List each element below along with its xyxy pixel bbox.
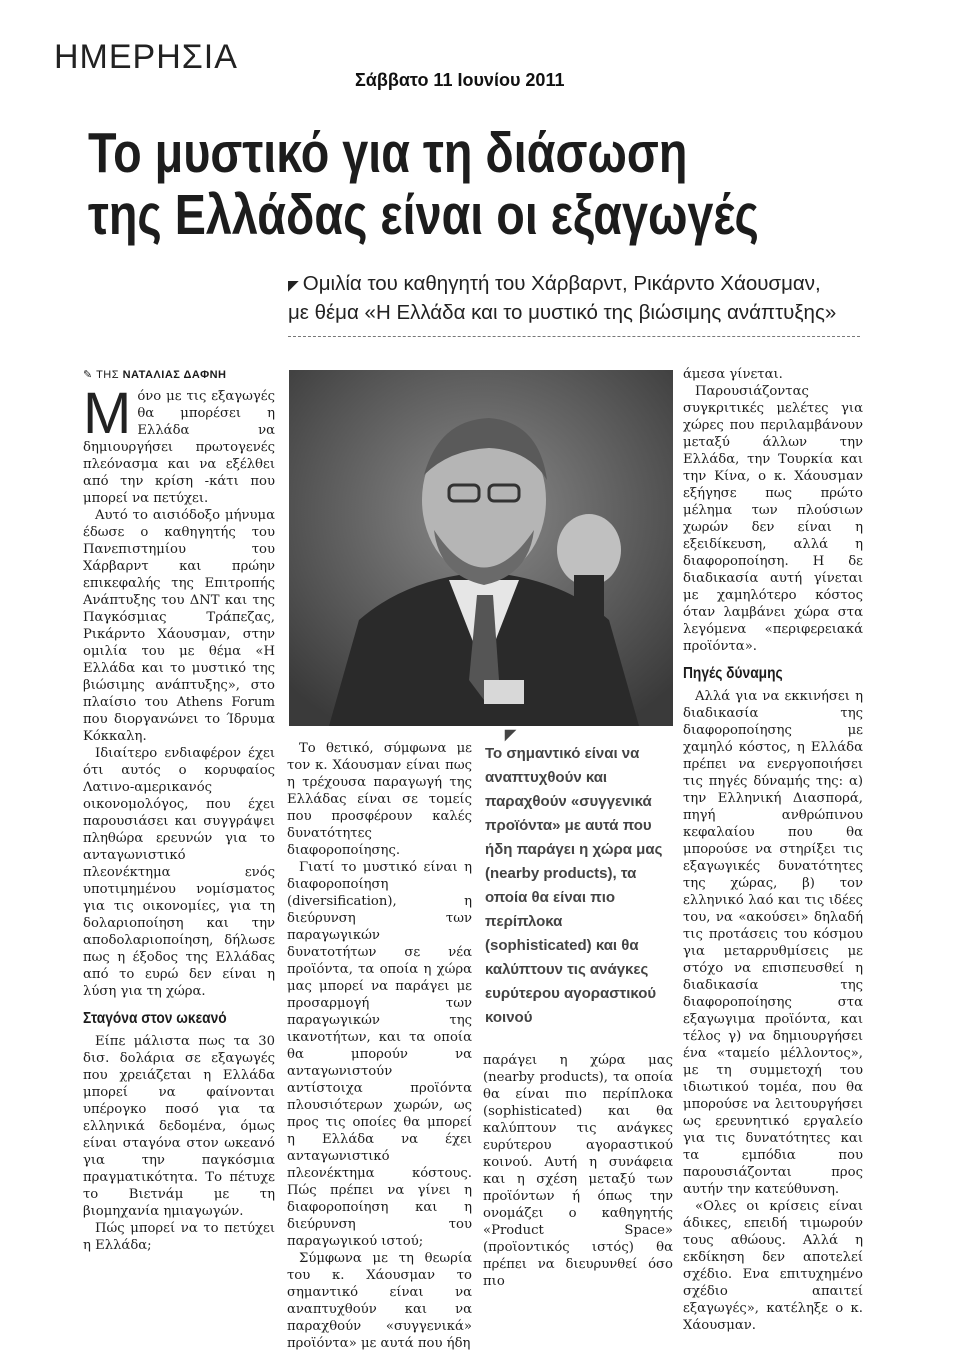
section-subhead: Πηγές δύναμης — [683, 665, 783, 682]
headline-line-1: Το μυστικό για τη διάσωση — [88, 121, 688, 185]
speaker-photo — [289, 370, 673, 726]
subheadline-line-2: με θέμα «Η Ελλάδα και το μυστικό της βιώσιμης ανάπτυξης» — [288, 301, 837, 324]
headline-line-2: της Ελλάδας είναι οι εξαγωγές — [88, 183, 759, 247]
newspaper-masthead: ΗΜΕΡΗΣΙΑ — [54, 38, 238, 76]
byline-prefix: ΤΗΣ — [96, 369, 120, 381]
paragraph: Αυτό το αισιόδοξο μήνυμα έδωσε ο καθηγητής του Πανεπιστημίου του Χάρβαρντ και πρώην επικεφαλής της Επιτροπής Ανάπτυξης του ΔΝΤ και της Παγκόσμιας Τράπεζας, Ρικάρντο Χάουσμαν, στην ομιλία του με θέμα «Η Ελλάδα και το μυστικό της βιώσιμης ανάπτυξης», στο πλαίσιο του Athens Forum που διοργανώνει το Ίδρυμα Κόκκαλη. — [83, 508, 275, 744]
article-headline — [88, 121, 759, 247]
paragraph: Γιατί το μυστικό είναι η διαφοροποίηση (diversification), η διεύρυνση των παραγωγικών δυνατοτήτων σε νέα προϊόντα, τα οποία η χώρα μας μπορεί να παράγει με προσαρμογή των παραγωγικών της ικανοτήτων, και τα οποία θα μπορούν να ανταγωνιστούν αντίστοιχα προϊόντα πλουσιότερων χωρών, ως προς τις οποίες θα μπορεί η Ελλάδα να έχει ανταγωνιστικό πλεονέκτημα κόστους. Πώς πρέπει να γίνει η διαφοροποίηση και η διεύρυνση του παραγωγικού ιστού; — [287, 860, 472, 1249]
triangle-marker-icon: ◤ — [288, 277, 299, 293]
drop-cap: Μ — [83, 381, 132, 446]
paragraph: Σύμφωνα με τη θεωρία του κ. Χάουσμαν το σημαντικό είναι να αναπτυχθούν και να παραχθούν «συγγενικά» προϊόντα» με αυτά που ήδη — [287, 1251, 472, 1351]
paragraph: Παρουσιάζοντας συγκριτικές μελέτες για χώρες που περιλαμβάνουν μεταξύ άλλων την Ελλάδα, την Τουρκία και την Κίνα, ο κ. Χάουσμαν εξήγησε πως πρώτο μέλημα των πλούσιων χωρών δεν είναι η εξειδίκευση, αλλά η διαφοροποίηση. Η δε διαδικασία αυτή γίνεται με χαμηλότερο κόστος όταν λαμβάνει χώρα στα λεγόμενα «περιφερειακά προϊόντα». — [683, 384, 863, 654]
byline — [83, 368, 227, 381]
column-1 — [83, 381, 275, 1254]
byline-author: ΝΑΤΑΛΙΑΣ ΔΑΦΝΗ — [122, 369, 227, 381]
paragraph: Είπε μάλιστα πως τα 30 δισ. δολάρια σε εξαγωγές που χρειάζεται η Ελλάδα μπορεί να φαίνονται υπέρογκο ποσό για τα ελληνικά δεδομένα, όμως είναι σταγόνα στον ωκεανό για την παγκόσμια πραγματικότητα. Το πέτυχε το Βιετνάμ με τη βιομηχανία ημιαγωγών. — [83, 1034, 275, 1219]
section-subhead: Σταγόνα στον ωκεανό — [83, 1010, 227, 1027]
paragraph: Αλλά για να εκκινήσει η διαδικασία της διαφοροποίησης με χαμηλό κόστος, η Ελλάδα πρέπει να ενεργοποιήσει τις πηγές δύναμής της: α) την Ελληνική Διασπορά, πηγή ανθρώπινου κεφαλαίου που θα μπορούσε να στηρίξει τις εξαγωγικές δυνατότητες της χώρας, β) τον ελληνικό λαό και τις ιδέες του, να «ακούσει» δηλαδή τις προτάσεις του κόσμου για μεταρρυθμίσεις με στόχο να επισπευσθεί η διαδικασία της διαφοροποίησης στα εξαγωγιμα προϊόντα, και τέλος γ) να δημιουργήσει ένα «ταμείο μέλλοντος», με τη συμμετοχή του ιδιωτικού τομέα, που θα μπορούσε να λειτουργήσει ως ερευνητικό εργαλείο για τις δυνατότητες και τα εμπόδια που παρουσιάζονται προς αυτήν την κατεύθυνση. — [683, 689, 863, 1197]
speaker-photo-image — [289, 370, 673, 726]
paragraph: «Ολες οι κρίσεις είναι άδικες, επειδή τιμωρούν τους αθώους. Αλλά η εκδίκηση δεν αποτελεί σχέδιο. Ενα επιτυχημένο σχέδιο απαιτεί εξαγωγές», κατέληξε ο κ. Χάουσμαν. — [683, 1199, 863, 1333]
triangle-marker-icon: ◤ — [505, 726, 516, 742]
subheadline-divider — [288, 336, 860, 337]
pull-quote: ◤ Το σημαντικό είναι να αναπτυχθούν και παραχθούν «συγγενικά προϊόντα» με αυτά που ήδη παράγει η χώρα μας (nearby products), τα οποία θα είναι πιο περίπλοκα (sophisticated) και θα καλύπτουν τις ανάγκες ευρύτερου αγοραστικού κοινού — [485, 742, 665, 1030]
issue-date: Σάββατο 11 Ιουνίου 2011 — [355, 70, 565, 90]
paragraph: παράγει η χώρα μας (nearby products), τα οποία θα είναι πιο περίπλοκα (sophisticated) και θα καλύπτουν τις ανάγκες ευρύτερου αγοραστικού κοινού. Αυτή η συνάφεια και η σχέση μεταξύ των προϊόντων ή όπως την ονομάζει ο καθηγητής «Product Space» (προϊοντικός ιστός) θα πρέπει να διευρυνθεί όσο πιο — [483, 1053, 673, 1289]
lead-paragraph: Μόνο με τις εξαγωγές θα μπορέσει η Ελλάδα να δημιουργήσει πρωτογενές πλεόνασμα και να εξέλθει από την κρίση -κάτι που μπορεί να πετύχει. — [83, 381, 275, 506]
pen-icon: ✎ — [83, 369, 93, 381]
paragraph: Ιδιαίτερο ενδιαφέρον έχει ότι αυτός ο κορυφαίος Λατινο-αμερικανός οικονομολόγος, που έχει παρουσιάσει και συγγράψει πληθώρα ερευνών για το ανταγωνιστικό πλεονέκτημα ενός υποτιμημένου νομίσματος για τις οικονομίες, για τη δολαριοποίηση και την αποδολαριοποίηση, δήλωσε πως η έξοδος της Ελλάδας από το ευρώ δεν είναι η λύση για τη χώρα. — [83, 746, 275, 999]
paragraph: Πώς μπορεί να το πετύχει η Ελλάδα; — [83, 1221, 275, 1253]
column-2 — [287, 740, 472, 1352]
article-subheadline — [288, 270, 858, 326]
paragraph: άμεσα γίνεται. — [683, 367, 783, 382]
subheadline-line-1: ◤ Ομιλία του καθηγητή του Χάρβαρντ, Ρικάρντο Χάουσμαν, — [288, 272, 821, 295]
column-3 — [483, 1052, 673, 1290]
paragraph: Το θετικό, σύμφωνα με τον κ. Χάουσμαν είναι πως η τρέχουσα παραγωγή της Ελλάδας είναι σε τομείς που προσφέρουν καλές δυνατότητες διαφοροποίησης. — [287, 741, 472, 858]
column-4 — [683, 366, 863, 1334]
